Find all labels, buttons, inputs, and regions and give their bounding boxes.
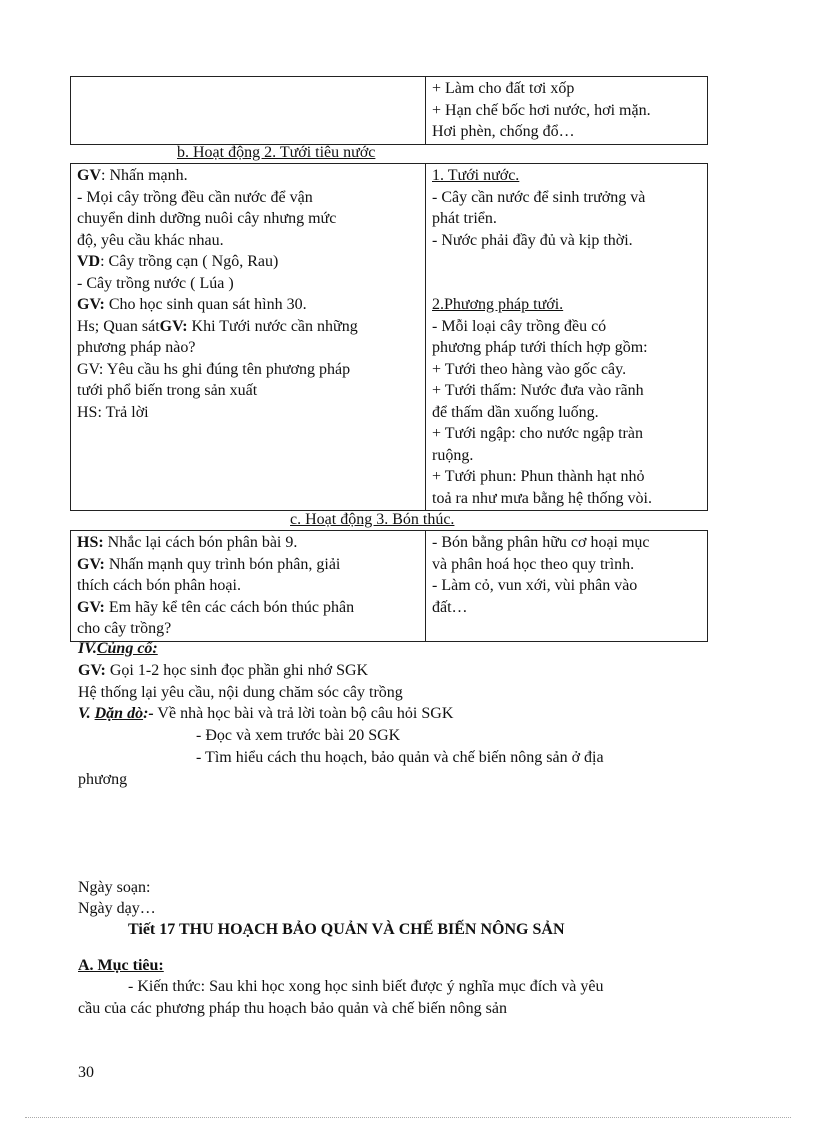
text-line: tưới phổ biến trong sản xuất: [77, 382, 258, 399]
lesson-title: Tiết 17 THU HOẠCH BẢO QUẢN VÀ CHẾ BIẾN NÔNG SẢN: [128, 921, 565, 938]
text-line: toả ra như mưa bằng hệ thống vòi.: [432, 489, 652, 507]
table-row: [71, 531, 708, 642]
text-line: - Nước phải đầy đủ và kịp thời.: [432, 231, 633, 249]
subheading: 2.Phương pháp tưới.: [432, 296, 564, 313]
heading-prefix: V.: [78, 705, 95, 722]
text-line: [77, 532, 419, 554]
text-line: HS: Trả lời: [77, 403, 149, 421]
vd-label: VD: [77, 253, 101, 270]
table-cell-left: [71, 77, 426, 145]
ngay-soan: Ngày soạn:: [78, 879, 151, 896]
table-cell-right: [426, 77, 708, 145]
hs-label: HS:: [77, 534, 104, 551]
text-line: chuyển dinh dưỡng nuôi cây nhưng mức: [77, 210, 337, 227]
text-line: GV: Yêu cầu hs ghi đúng tên phương pháp: [77, 360, 351, 378]
text-line: phát triển.: [432, 210, 497, 227]
text-line: - Cây cần nước để sinh trưởng và: [432, 188, 646, 206]
dan-do-line: - Tìm hiểu cách thu hoạch, bảo quản và chế biến nông sản ở địa: [196, 749, 604, 766]
cung-co-heading: [78, 638, 158, 660]
table-cell-right: [426, 531, 708, 642]
text-line: Hơi phèn, chống đổ…: [432, 123, 575, 140]
text-span: Gọi 1-2 học sinh đọc phần ghi nhớ SGK: [105, 662, 369, 679]
kien-thuc-line: - Kiến thức: Sau khi học xong học sinh biết được ý nghĩa mục đích và yêu: [128, 978, 604, 995]
table-row: [71, 164, 708, 511]
text-span: : Cây trồng cạn ( Ngô, Rau): [100, 253, 279, 270]
text-line: độ, yêu cầu khác nhau.: [77, 231, 224, 249]
text-span: Nhấn mạnh quy trình bón phân, giải: [104, 555, 341, 573]
dan-do-line: [78, 703, 453, 725]
page-divider: [25, 1117, 791, 1118]
dan-do-line: - Đọc và xem trước bài 20 SGK: [196, 727, 401, 744]
text-line: - Cây trồng nước ( Lúa ): [77, 274, 234, 292]
ngay-day: Ngày dạy…: [78, 900, 156, 917]
page-number: 30: [78, 1064, 94, 1081]
text-span: Về nhà học bài và trả lời toàn bộ câu hỏi SGK: [153, 705, 454, 722]
table-fertilizing: [70, 530, 708, 642]
table-cell-left: [71, 164, 426, 511]
text-line: + Làm cho đất tơi xốp: [432, 80, 575, 97]
text-span: Hs; Quan sát: [77, 317, 160, 335]
muc-tieu-heading: A. Mục tiêu:: [78, 957, 164, 974]
text-line: cho cây trồng?: [77, 620, 172, 637]
text-line: [77, 316, 419, 338]
text-line: và phân hoá học theo quy trình.: [432, 555, 635, 573]
heading-prefix: IV.: [78, 640, 97, 657]
text-span: Nhắc lại cách bón phân bài 9.: [103, 534, 298, 551]
text-line: đất…: [432, 598, 468, 616]
gv-label: GV:: [77, 598, 105, 616]
text-line: phương pháp tưới thích hợp gồm:: [432, 339, 648, 356]
text-span: Cho học sinh quan sát hình 30.: [104, 296, 307, 313]
cung-co-line: Hệ thống lại yêu cầu, nội dung chăm sóc cây trồng: [78, 684, 403, 701]
table-watering: [70, 163, 708, 511]
text-line: phương pháp nào?: [77, 339, 196, 356]
gv-label: GV:: [159, 317, 188, 335]
text-line: [77, 597, 419, 619]
cung-co-line: [78, 660, 368, 682]
dan-do-line: phương: [78, 771, 128, 788]
text-line: để thấm dần xuống luống.: [432, 403, 599, 421]
blank-line: [432, 273, 701, 295]
gv-label: GV:: [77, 296, 105, 313]
text-line: + Tưới ngập: cho nước ngập tràn: [432, 425, 643, 442]
text-span: Em hãy kể tên các cách bón thúc phân: [104, 598, 355, 616]
text-line: + Hạn chế bốc hơi nước, hơi mặn.: [432, 101, 651, 119]
table-continuation: [70, 76, 708, 145]
text-line: ruộng.: [432, 446, 474, 464]
gv-label: GV:: [78, 662, 106, 679]
text-span: : Nhấn mạnh.: [101, 167, 188, 184]
text-line: + Tưới thấm: Nước đưa vào rãnh: [432, 382, 644, 399]
text-line: [77, 294, 419, 316]
text-line: [77, 554, 419, 576]
heading-main: Dặn dò: [94, 705, 144, 722]
blank-line: [432, 251, 701, 273]
heading-suffix: :-: [143, 705, 154, 722]
section-c-heading: c. Hoạt động 3. Bón thúc.: [290, 511, 455, 528]
gv-label: GV: [77, 167, 101, 184]
subheading: 1. Tưới nước.: [432, 167, 520, 184]
table-row: [71, 77, 708, 145]
text-span: Khi Tưới nước cần những: [187, 317, 358, 335]
heading-main: Củng cố:: [96, 640, 158, 657]
text-line: - Mọi cây trồng đều cần nước để vận: [77, 188, 313, 206]
text-line: - Mỗi loại cây trồng đều có: [432, 317, 607, 335]
kien-thuc-line: cầu của các phương pháp thu hoạch bảo quản và chế biến nông sản: [78, 1000, 507, 1017]
text-line: + Tưới phun: Phun thành hạt nhỏ: [432, 468, 645, 485]
gv-label: GV:: [77, 555, 105, 573]
text-line: + Tưới theo hàng vào gốc cây.: [432, 360, 627, 378]
table-cell-right: [426, 164, 708, 511]
text-line: [77, 165, 419, 187]
table-cell-left: [71, 531, 426, 642]
text-line: - Làm cỏ, vun xới, vùi phân vào: [432, 577, 638, 594]
text-line: [77, 251, 419, 273]
text-line: thích cách bón phân hoại.: [77, 577, 241, 594]
section-b-heading: b. Hoạt động 2. Tưới tiêu nước: [177, 144, 376, 161]
text-line: - Bón bằng phân hữu cơ hoại mục: [432, 534, 650, 551]
